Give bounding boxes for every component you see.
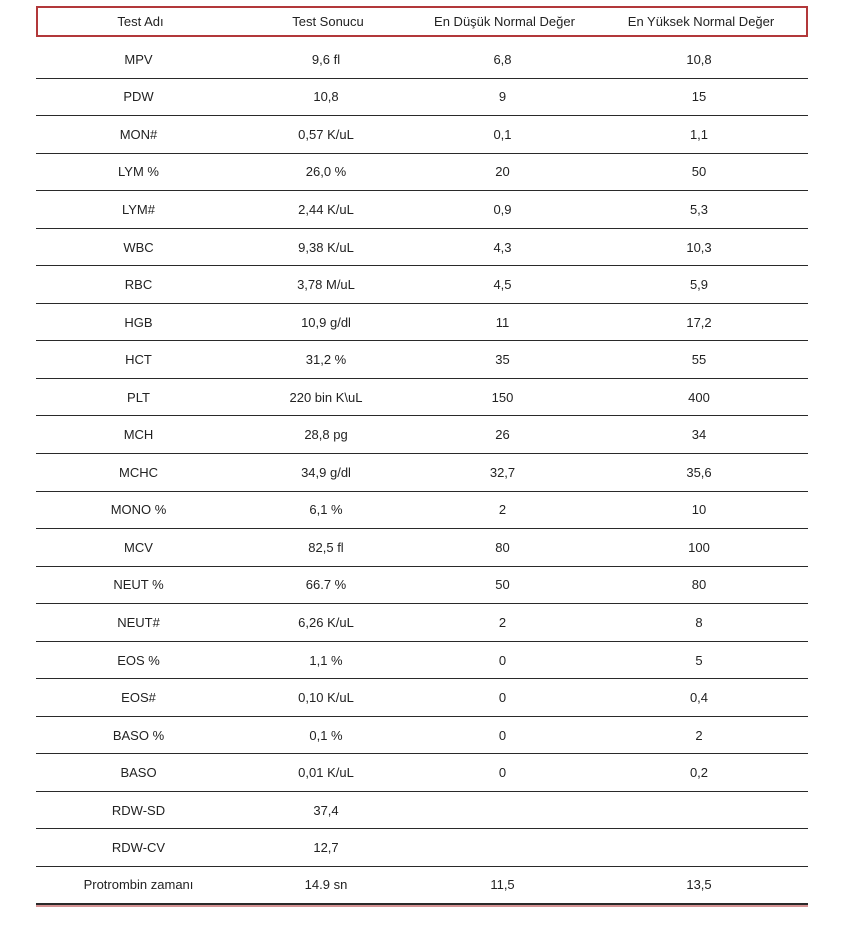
table-row xyxy=(36,191,808,229)
cell-test-name: EOS % xyxy=(117,652,160,668)
cell-test-result: 6,26 K/uL xyxy=(298,614,354,630)
cell-test-result: 9,6 fl xyxy=(311,51,341,67)
cell-test-result: 26,0 % xyxy=(305,164,347,180)
cell-test-name: RDW-CV xyxy=(111,840,166,856)
cell-test-name: BASO % xyxy=(112,727,165,743)
cell-max-normal: 15 xyxy=(691,89,707,105)
cell-max-normal: 34 xyxy=(691,427,707,443)
cell-max-normal: 2 xyxy=(695,727,703,743)
cell-test-name: EOS# xyxy=(121,690,156,706)
cell-test-name: WBC xyxy=(123,239,154,255)
cell-max-normal: 35,6 xyxy=(686,464,712,480)
cell-test-name: LYM# xyxy=(122,201,155,217)
cell-min-normal: 2 xyxy=(498,614,507,630)
cell-max-normal: 0,2 xyxy=(689,765,709,781)
cell-max-normal: 10,3 xyxy=(686,239,712,255)
cell-test-result: 28,8 pg xyxy=(304,427,348,443)
cell-min-normal: 0 xyxy=(498,765,507,781)
cell-max-normal: 17,2 xyxy=(686,314,712,330)
cell-test-name: LYM % xyxy=(118,164,159,180)
cell-max-normal: 55 xyxy=(691,352,707,368)
cell-test-result: 0,01 K/uL xyxy=(298,765,354,781)
cell-min-normal: 6,8 xyxy=(493,51,512,67)
cell-max-normal: 1,1 xyxy=(689,126,709,142)
cell-test-result: 14.9 sn xyxy=(304,877,348,893)
cell-test-name: RDW-SD xyxy=(111,802,166,818)
table-row xyxy=(36,867,808,905)
cell-min-normal: 0 xyxy=(498,652,507,668)
cell-test-name: RBC xyxy=(124,277,153,293)
cell-test-name: Protrombin zamanı xyxy=(83,877,194,893)
table-row xyxy=(36,642,808,680)
cell-test-result: 0,10 K/uL xyxy=(298,690,354,706)
table-row xyxy=(36,754,808,792)
cell-max-normal: 8 xyxy=(695,614,703,630)
cell-min-normal: 150 xyxy=(491,389,514,405)
cell-max-normal: 50 xyxy=(691,164,707,180)
table-row xyxy=(36,416,808,454)
cell-min-normal: 11 xyxy=(495,314,510,330)
cell-min-normal: 0 xyxy=(498,690,507,706)
table-row xyxy=(36,454,808,492)
cell-min-normal: 11,5 xyxy=(490,877,515,893)
table-bottom-accent xyxy=(36,905,808,907)
header-min-normal: En Düşük Normal Değer xyxy=(434,14,575,29)
cell-test-name: MONO % xyxy=(110,502,167,518)
cell-min-normal: 32,7 xyxy=(489,464,516,480)
cell-max-normal: 10 xyxy=(691,502,707,518)
cell-test-name: MON# xyxy=(119,126,158,142)
cell-test-name: MCV xyxy=(124,539,153,555)
cell-min-normal: 0,9 xyxy=(493,201,512,217)
cell-min-normal: 26 xyxy=(495,427,510,443)
cell-test-result: 1,1 % xyxy=(309,652,343,668)
table-row xyxy=(36,304,808,342)
cell-test-name: HCT xyxy=(125,352,152,368)
cell-max-normal: 400 xyxy=(688,389,710,405)
cell-test-result: 3,78 M/uL xyxy=(297,277,355,293)
table-row xyxy=(36,829,808,867)
table-row xyxy=(36,529,808,567)
header-test-result: Test Sonucu xyxy=(292,14,364,29)
cell-test-result: 37,4 xyxy=(313,802,339,818)
table-row xyxy=(36,679,808,717)
table-row xyxy=(36,229,808,267)
table-row xyxy=(36,792,808,830)
cell-min-normal: 2 xyxy=(498,502,507,518)
cell-test-result: 31,2 % xyxy=(305,352,347,368)
cell-test-result: 2,44 K/uL xyxy=(298,201,354,217)
cell-min-normal: 0,1 xyxy=(493,126,512,142)
cell-min-normal: 35 xyxy=(495,352,510,368)
cell-test-result: 220 bin K\uL xyxy=(289,389,363,405)
table-row xyxy=(36,41,808,79)
cell-min-normal: 0 xyxy=(498,727,507,743)
table-row xyxy=(36,717,808,755)
cell-test-name: MPV xyxy=(124,51,153,67)
cell-test-result: 9,38 K/uL xyxy=(298,239,354,255)
cell-max-normal: 5 xyxy=(695,652,703,668)
table-row xyxy=(36,492,808,530)
cell-min-normal: 4,3 xyxy=(493,239,512,255)
cell-test-result: 10,9 g/dl xyxy=(301,314,351,330)
cell-test-result: 66.7 % xyxy=(305,577,347,593)
cell-test-result: 12,7 xyxy=(313,840,339,856)
table-row xyxy=(36,341,808,379)
cell-test-result: 82,5 fl xyxy=(308,539,344,555)
cell-test-result: 0,57 K/uL xyxy=(298,126,354,142)
cell-min-normal: 4,5 xyxy=(493,277,512,293)
table-row xyxy=(36,154,808,192)
cell-max-normal: 10,8 xyxy=(686,51,712,67)
cell-min-normal: 50 xyxy=(495,577,510,593)
cell-test-result: 0,1 % xyxy=(309,727,343,743)
cell-test-result: 6,1 % xyxy=(309,502,343,518)
cell-test-name: MCH xyxy=(123,427,154,443)
cell-max-normal: 100 xyxy=(688,539,710,555)
table-row xyxy=(36,379,808,417)
table-row xyxy=(36,79,808,117)
table-row xyxy=(36,604,808,642)
cell-max-normal: 5,9 xyxy=(689,277,709,293)
cell-test-name: NEUT# xyxy=(117,614,160,630)
cell-test-name: MCHC xyxy=(119,464,158,480)
cell-min-normal: 80 xyxy=(495,539,510,555)
table-row xyxy=(36,266,808,304)
cell-min-normal: 20 xyxy=(495,164,510,180)
cell-max-normal: 5,3 xyxy=(689,201,709,217)
cell-test-name: HGB xyxy=(124,314,153,330)
cell-test-name: PDW xyxy=(123,89,154,105)
lab-results-table xyxy=(36,6,808,907)
cell-test-name: PLT xyxy=(127,389,150,405)
header-test-name: Test Adı xyxy=(117,14,164,29)
header-max-normal: En Yüksek Normal Değer xyxy=(627,14,775,29)
cell-max-normal: 80 xyxy=(691,577,707,593)
cell-max-normal: 0,4 xyxy=(689,690,709,706)
cell-test-name: NEUT % xyxy=(113,577,164,593)
table-body xyxy=(36,41,808,905)
table-row xyxy=(36,567,808,605)
table-header-row xyxy=(36,6,808,37)
cell-test-name: BASO xyxy=(120,765,157,781)
cell-min-normal: 9 xyxy=(498,89,507,105)
table-row xyxy=(36,116,808,154)
cell-test-result: 10,8 xyxy=(313,89,339,105)
cell-test-result: 34,9 g/dl xyxy=(301,464,351,480)
cell-max-normal: 13,5 xyxy=(686,877,712,893)
